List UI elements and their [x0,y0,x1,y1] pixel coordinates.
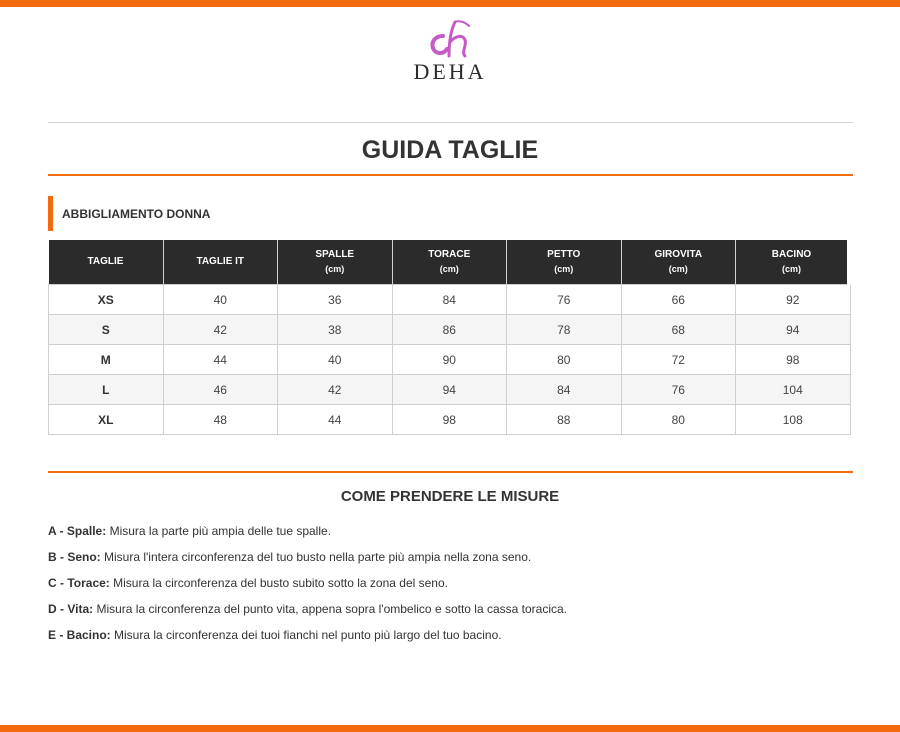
column-header-unit: (cm) [439,264,459,274]
column-header [507,240,622,285]
column-header [621,240,736,285]
table-row [49,375,851,405]
instruction-label: E - Bacino: [48,628,111,642]
column-header-label: BACINO [771,249,812,260]
table-cell: 80 [621,405,736,435]
table-cell: 44 [278,405,393,435]
bottom-accent-bar [0,725,900,732]
table-cell: 98 [736,345,851,375]
instruction-item [48,576,853,602]
table-header-row [49,240,851,285]
brand-logo [0,18,900,85]
column-header-unit: (cm) [668,264,688,274]
instruction-item [48,602,853,628]
section-divider [48,471,853,473]
table-row [49,315,851,345]
table-cell: 104 [736,375,851,405]
column-header-unit: (cm) [325,264,345,274]
column-header-label: SPALLE [315,249,355,260]
instruction-label: A - Spalle: [48,524,107,538]
table-cell: 92 [736,285,851,315]
column-header-label: TORACE [428,249,471,260]
table-row [49,345,851,375]
table-cell: 68 [621,315,736,345]
column-header-label: PETTO [547,249,581,260]
measurement-instructions [48,524,853,654]
column-header-unit: (cm) [781,264,801,274]
table-cell: 44 [163,345,278,375]
table-cell: 90 [392,345,507,375]
table-cell: 66 [621,285,736,315]
instruction-label: C - Torace: [48,576,110,590]
table-body [49,285,851,435]
table-cell: 98 [392,405,507,435]
table-cell: 80 [507,345,622,375]
table-cell: 40 [278,345,393,375]
column-header-label: TAGLIE IT [196,256,245,267]
table-cell: 94 [736,315,851,345]
table-cell: 42 [278,375,393,405]
size-label-cell: M [49,345,164,375]
column-header [392,240,507,285]
instruction-item [48,628,853,654]
column-header-label: GIROVITA [654,249,703,260]
table-cell: 108 [736,405,851,435]
instruction-label: B - Seno: [48,550,101,564]
column-header [49,240,164,285]
deha-logo-mark [425,18,475,58]
table-cell: 40 [163,285,278,315]
column-header [163,240,278,285]
column-header [736,240,851,285]
table-row [49,285,851,315]
table-cell: 88 [507,405,622,435]
instruction-item [48,524,853,550]
table-cell: 86 [392,315,507,345]
column-header-unit: (cm) [554,264,574,274]
section-title: ABBIGLIAMENTO DONNA [62,207,211,221]
title-underline [48,174,853,176]
instruction-text: Misura la parte più ampia delle tue spalle. [106,524,332,538]
size-chart-table [48,240,853,435]
table-row [49,405,851,435]
instruction-text: Misura la circonferenza dei tuoi fianchi nel punto più largo del tuo bacino. [110,628,502,642]
table-cell: 38 [278,315,393,345]
instruction-text: Misura l'intera circonferenza del tuo busto nella parte più ampia nella zona seno. [100,550,532,564]
instruction-label: D - Vita: [48,602,94,616]
table-cell: 76 [621,375,736,405]
instruction-text: Misura la circonferenza del punto vita, appena sopra l'ombelico e sotto la cassa toracica. [93,602,568,616]
table-cell: 76 [507,285,622,315]
section-accent-bar [48,196,53,231]
table-cell: 78 [507,315,622,345]
instruction-item [48,550,853,576]
column-header [278,240,393,285]
instruction-text: Misura la circonferenza del busto subito sotto la zona del seno. [109,576,448,590]
table-cell: 84 [507,375,622,405]
table-cell: 42 [163,315,278,345]
header-divider [48,122,853,123]
size-label-cell: XL [49,405,164,435]
size-label-cell: S [49,315,164,345]
column-header-label: TAGLIE [87,256,124,267]
table-cell: 46 [163,375,278,405]
top-accent-bar [0,0,900,7]
brand-wordmark: DEHA [413,59,487,84]
page-title: GUIDA TAGLIE [361,136,539,164]
table-cell: 72 [621,345,736,375]
size-label-cell: L [49,375,164,405]
size-label-cell: XS [49,285,164,315]
table-cell: 48 [163,405,278,435]
table-cell: 36 [278,285,393,315]
table-cell: 94 [392,375,507,405]
how-to-title: COME PRENDERE LE MISURE [340,488,560,505]
table-cell: 84 [392,285,507,315]
